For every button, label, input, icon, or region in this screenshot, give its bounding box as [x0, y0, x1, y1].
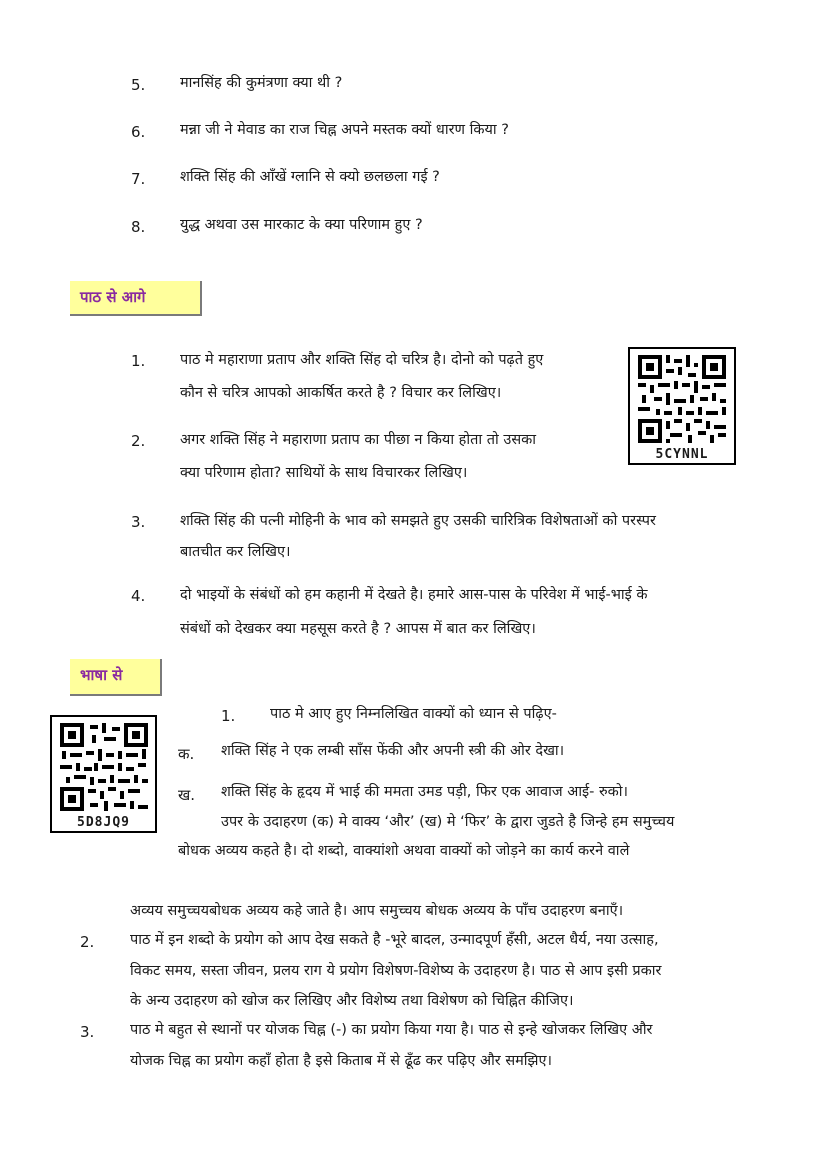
question-text: युद्ध अथवा उस मारकाट के क्या परिणाम हुए ? — [180, 217, 423, 233]
explain-line: बोधक अव्यय कहते है। दो शब्दो, वाक्यांशो अथवा वाक्यों को जोड़ने का कार्य करने वाले — [178, 843, 630, 859]
section-tag-paath-se-aage: पाठ से आगे — [70, 281, 202, 316]
question-text: मन्ना जी ने मेवाड का राज चिह्न अपने मस्तक क्यों धारण किया ? — [180, 122, 509, 138]
question-number: 8. — [131, 218, 146, 236]
question-text: शक्ति सिंह की आँखें ग्लानि से क्यो छलछला गई ? — [180, 169, 440, 185]
qr-code-label: 5CYNNL — [655, 447, 709, 462]
item-number: 1. — [221, 707, 236, 725]
item-line: कौन से चरित्र आपको आकर्षित करते है ? विचार कर लिखिए। — [180, 385, 502, 401]
question-number: 5. — [131, 76, 146, 94]
item-number: 2. — [131, 432, 146, 450]
item-number: 3. — [80, 1023, 95, 1041]
item-line: पाठ मे आए हुए निम्नलिखित वाक्यों को ध्यान से पढ़िए- — [270, 706, 557, 722]
example-label: ख. — [178, 786, 196, 804]
example-line: शक्ति सिंह ने एक लम्बी साँस फेंकी और अपनी स्त्री की ओर देखा। — [221, 743, 565, 759]
item-line: पाठ में इन शब्दो के प्रयोग को आप देख सकते है -भूरे बादल, उन्मादपूर्ण हँसी, अटल धैर्य, नया उत्साह, — [130, 932, 659, 948]
item-line: संबंधों को देखकर क्या महसूस करते है ? आपस में बात कर लिखिए। — [180, 621, 536, 637]
item-line: योजक चिह्न का प्रयोग कहाँ होता है इसे किताब में से ढूँढ कर पढ़िए और समझिए। — [130, 1053, 553, 1069]
qr-code-5d8jq9[interactable] — [50, 715, 157, 833]
qr-pattern-icon — [638, 355, 726, 443]
item-number: 1. — [131, 352, 146, 370]
item-line: विकट समय, सस्ता जीवन, प्रलय राग ये प्रयोग विशेषण-विशेष्य के उदाहरण है। पाठ से आप इसी प्रकार — [130, 963, 662, 979]
section-tag-bhasha-se: भाषा से — [70, 659, 162, 696]
item-line: अगर शक्ति सिंह ने महाराणा प्रताप का पीछा न किया होता तो उसका — [180, 432, 537, 448]
continuation-line: अव्यय समुच्चयबोधक अव्यय कहे जाते है। आप समुच्चय बोधक अव्यय के पाँच उदाहरण बनाएँ। — [130, 903, 624, 919]
example-line: शक्ति सिंह के हृदय में भाई की ममता उमड पड़ी, फिर एक आवाज आई- रुको। — [221, 784, 629, 800]
question-text: मानसिंह की कुमंत्रणा क्या थी ? — [180, 75, 343, 91]
item-line: पाठ मे बहुत से स्थानों पर योजक चिह्न (-) का प्रयोग किया गया है। पाठ से इन्हे खोजकर लिखिए और — [130, 1022, 653, 1038]
qr-code-label: 5D8JQ9 — [77, 815, 130, 830]
item-line: क्या परिणाम होता? साथियों के साथ विचारकर लिखिए। — [180, 465, 468, 481]
qr-pattern-icon — [60, 723, 148, 811]
item-number: 4. — [131, 587, 146, 605]
qr-code-5cynnl[interactable] — [628, 347, 736, 465]
item-number: 2. — [80, 933, 95, 951]
item-line: के अन्य उदाहरण को खोज कर लिखिए और विशेष्य तथा विशेषण को चिह्नित कीजिए। — [130, 993, 574, 1009]
item-line: पाठ मे महाराणा प्रताप और शक्ति सिंह दो चरित्र है। दोनो को पढ़ते हुए — [180, 352, 544, 368]
question-number: 6. — [131, 123, 146, 141]
item-line: दो भाइयों के संबंधों को हम कहानी में देखते है। हमारे आस-पास के परिवेश में भाई-भाई के — [180, 587, 648, 603]
item-line: शक्ति सिंह की पत्नी मोहिनी के भाव को समझते हुए उसकी चारित्रिक विशेषताओं को परस्पर — [180, 513, 656, 529]
item-number: 3. — [131, 513, 146, 531]
explain-line: उपर के उदाहरण (क) मे वाक्य ‘और’ (ख) मे ‘फिर’ के द्वारा जुडते है जिन्हे हम समुच्चय — [221, 814, 675, 830]
question-number: 7. — [131, 170, 146, 188]
item-line: बातचीत कर लिखिए। — [180, 544, 291, 560]
example-label: क. — [178, 745, 195, 763]
